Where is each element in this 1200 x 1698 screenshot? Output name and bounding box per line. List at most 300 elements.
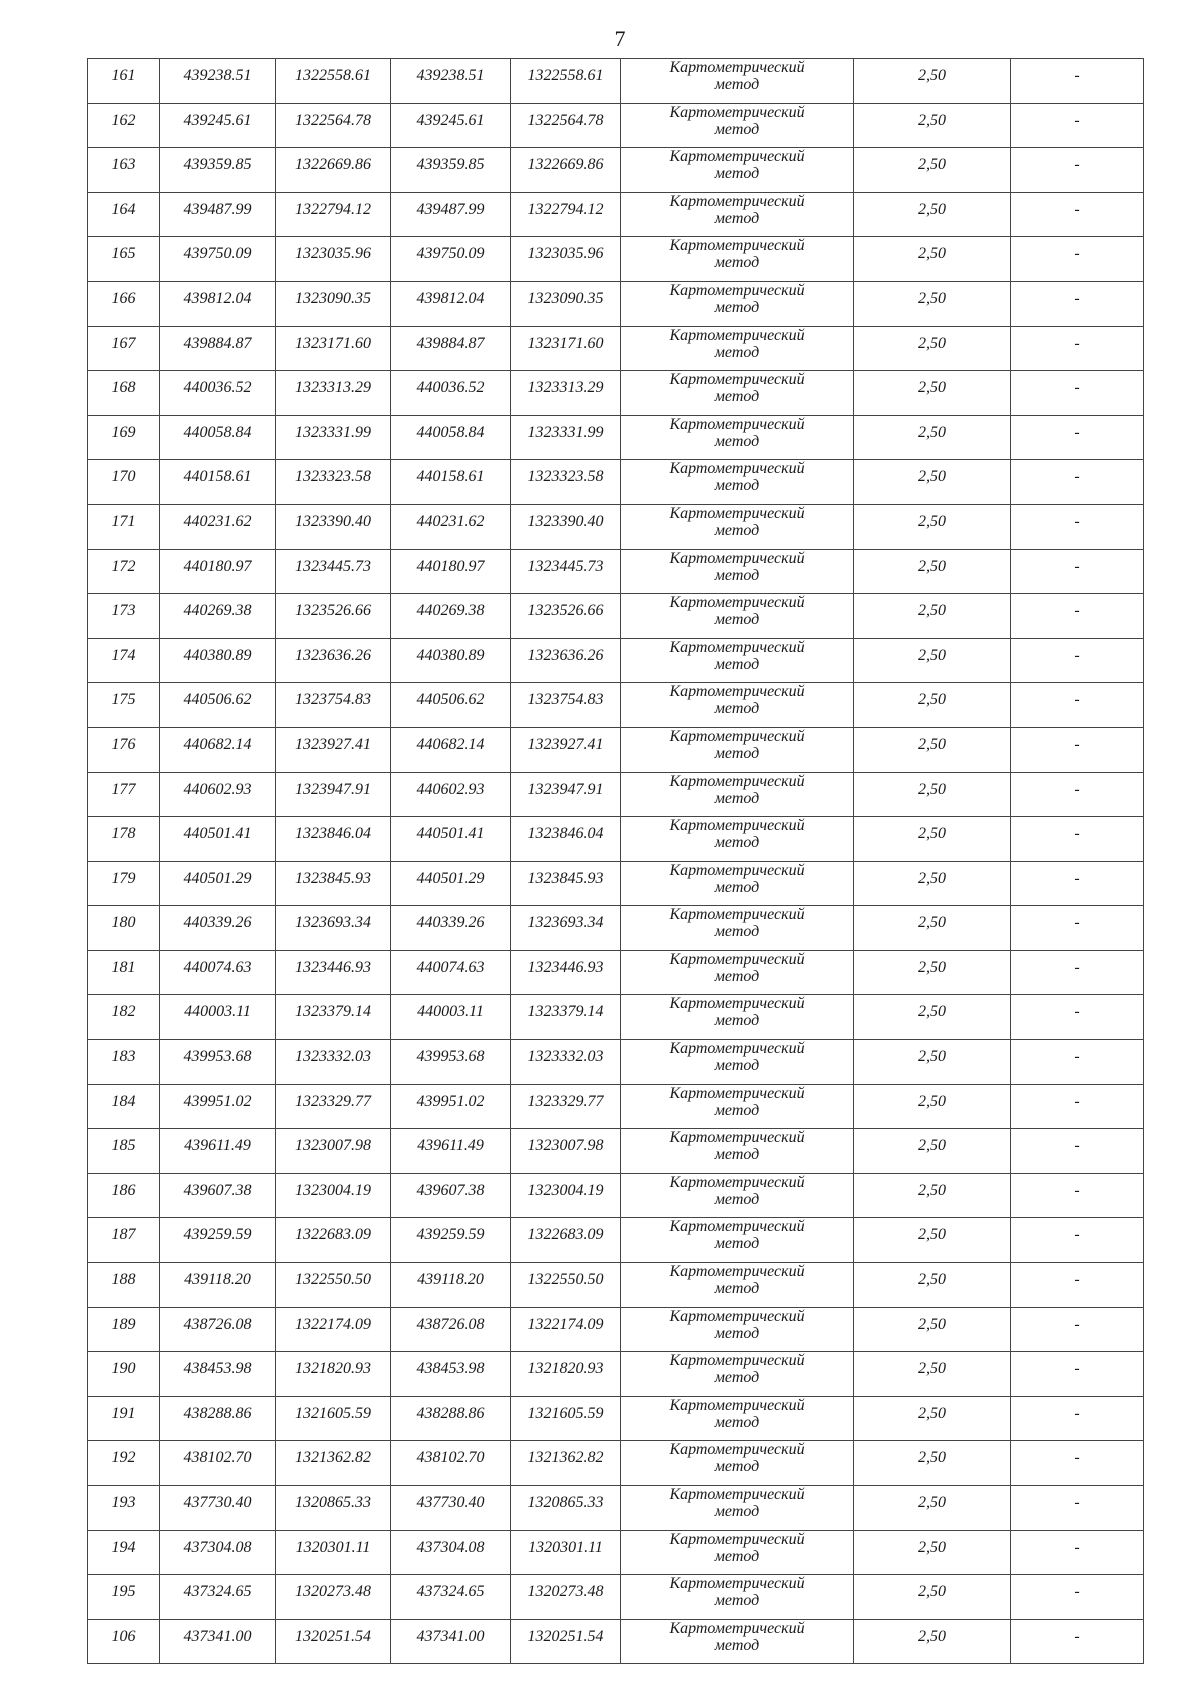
point-number-cell-value: 184 bbox=[111, 1092, 136, 1110]
accuracy-cell-value: 2,50 bbox=[918, 512, 946, 530]
y-coordinate-cell-value: 1323331.99 bbox=[295, 423, 371, 441]
point-number-cell-value: 183 bbox=[111, 1048, 136, 1066]
method-line-1: Картометрический bbox=[669, 772, 805, 790]
method-line-2: метод bbox=[714, 834, 760, 852]
y-coordinate-new-cell bbox=[511, 148, 621, 193]
note-cell bbox=[1011, 1396, 1144, 1441]
y-coordinate-cell bbox=[276, 727, 391, 772]
y-coordinate-new-cell bbox=[511, 1218, 621, 1263]
x-coordinate-cell-value: 437324.65 bbox=[183, 1583, 252, 1601]
y-coordinate-cell-value: 1322174.09 bbox=[295, 1315, 371, 1333]
x-coordinate-new-cell-value: 440231.62 bbox=[416, 512, 485, 530]
note-cell-value: - bbox=[1074, 691, 1080, 709]
y-coordinate-cell bbox=[276, 1173, 391, 1218]
note-cell-value: - bbox=[1074, 1137, 1080, 1155]
method-line-1: Картометрический bbox=[669, 237, 805, 255]
method-line-2: метод bbox=[714, 878, 760, 896]
method-cell bbox=[621, 594, 854, 639]
x-coordinate-cell-value: 438288.86 bbox=[183, 1404, 252, 1422]
y-coordinate-new-cell-value: 1321820.93 bbox=[527, 1360, 604, 1378]
y-coordinate-new-cell bbox=[511, 549, 621, 594]
method-line-2: метод bbox=[714, 165, 760, 183]
method-cell bbox=[621, 1263, 854, 1308]
accuracy-cell bbox=[854, 103, 1011, 148]
note-cell bbox=[1011, 460, 1144, 505]
x-coordinate-new-cell bbox=[391, 772, 511, 817]
x-coordinate-new-cell-value: 439259.59 bbox=[416, 1226, 485, 1244]
x-coordinate-cell bbox=[160, 460, 276, 505]
y-coordinate-new-cell bbox=[511, 950, 621, 995]
y-coordinate-new-cell-value: 1322669.86 bbox=[527, 156, 604, 174]
table-row bbox=[88, 148, 1144, 193]
method-cell bbox=[621, 281, 854, 326]
method-line-1: Картометрический bbox=[669, 1396, 805, 1414]
method-line-2: метод bbox=[714, 1636, 760, 1654]
y-coordinate-cell bbox=[276, 638, 391, 683]
y-coordinate-cell-value: 1321362.82 bbox=[295, 1449, 371, 1467]
y-coordinate-new-cell bbox=[511, 594, 621, 639]
note-cell bbox=[1011, 1441, 1144, 1486]
note-cell-value: - bbox=[1074, 1271, 1080, 1289]
y-coordinate-cell-value: 1323171.60 bbox=[295, 334, 371, 352]
method-cell bbox=[621, 772, 854, 817]
y-coordinate-new-cell-value: 1323390.40 bbox=[527, 512, 604, 530]
x-coordinate-new-cell-value: 439487.99 bbox=[416, 200, 485, 218]
x-coordinate-new-cell-value: 440682.14 bbox=[416, 735, 485, 753]
method-line-1: Картометрический bbox=[669, 1084, 805, 1102]
note-cell bbox=[1011, 371, 1144, 416]
method-cell bbox=[621, 1218, 854, 1263]
y-coordinate-new-cell bbox=[511, 1129, 621, 1174]
note-cell bbox=[1011, 1218, 1144, 1263]
method-line-2: метод bbox=[714, 432, 760, 450]
table-row bbox=[88, 460, 1144, 505]
y-coordinate-cell bbox=[276, 415, 391, 460]
accuracy-cell-value: 2,50 bbox=[918, 468, 946, 486]
accuracy-cell bbox=[854, 192, 1011, 237]
y-coordinate-new-cell-value: 1322174.09 bbox=[527, 1315, 604, 1333]
x-coordinate-new-cell-value: 439245.61 bbox=[416, 111, 485, 129]
method-cell bbox=[621, 59, 854, 104]
table-row bbox=[88, 415, 1144, 460]
y-coordinate-cell bbox=[276, 906, 391, 951]
note-cell-value: - bbox=[1074, 1048, 1080, 1066]
x-coordinate-new-cell-value: 440036.52 bbox=[416, 379, 485, 397]
point-number-cell bbox=[88, 326, 160, 371]
point-number-cell bbox=[88, 281, 160, 326]
note-cell bbox=[1011, 727, 1144, 772]
y-coordinate-new-cell-value: 1323446.93 bbox=[527, 958, 604, 976]
point-number-cell bbox=[88, 1263, 160, 1308]
y-coordinate-new-cell bbox=[511, 237, 621, 282]
x-coordinate-new-cell bbox=[391, 1619, 511, 1664]
point-number-cell-value: 194 bbox=[111, 1538, 136, 1556]
x-coordinate-new-cell-value: 439951.02 bbox=[416, 1092, 485, 1110]
table-row bbox=[88, 237, 1144, 282]
method-cell bbox=[621, 504, 854, 549]
note-cell bbox=[1011, 1486, 1144, 1531]
method-cell bbox=[621, 460, 854, 505]
y-coordinate-cell-value: 1320301.11 bbox=[295, 1538, 371, 1556]
method-line-1: Картометрический bbox=[669, 1441, 805, 1459]
accuracy-cell-value: 2,50 bbox=[918, 825, 946, 843]
method-line-2: метод bbox=[714, 1057, 760, 1075]
y-coordinate-new-cell-value: 1322558.61 bbox=[527, 67, 604, 84]
x-coordinate-new-cell bbox=[391, 950, 511, 995]
point-number-cell bbox=[88, 995, 160, 1040]
point-number-cell-value: 192 bbox=[111, 1449, 136, 1467]
accuracy-cell bbox=[854, 1486, 1011, 1531]
y-coordinate-cell-value: 1323947.91 bbox=[295, 780, 371, 798]
x-coordinate-cell-value: 440501.41 bbox=[183, 825, 252, 843]
y-coordinate-cell bbox=[276, 1040, 391, 1085]
y-coordinate-new-cell bbox=[511, 59, 621, 104]
note-cell-value: - bbox=[1074, 379, 1080, 397]
y-coordinate-cell bbox=[276, 1486, 391, 1531]
note-cell bbox=[1011, 638, 1144, 683]
method-line-2: метод bbox=[714, 789, 760, 807]
method-cell bbox=[621, 549, 854, 594]
y-coordinate-cell-value: 1321605.59 bbox=[295, 1404, 371, 1422]
x-coordinate-new-cell bbox=[391, 415, 511, 460]
y-coordinate-cell bbox=[276, 59, 391, 104]
method-line-2: метод bbox=[714, 611, 760, 629]
note-cell-value: - bbox=[1074, 1494, 1080, 1511]
accuracy-cell-value: 2,50 bbox=[918, 1449, 946, 1467]
y-coordinate-cell bbox=[276, 950, 391, 995]
point-number-cell bbox=[88, 148, 160, 193]
y-coordinate-cell-value: 1322550.50 bbox=[295, 1271, 371, 1289]
y-coordinate-cell-value: 1323446.93 bbox=[295, 958, 371, 976]
x-coordinate-new-cell-value: 437304.08 bbox=[416, 1538, 485, 1556]
y-coordinate-cell-value: 1323313.29 bbox=[295, 379, 371, 397]
accuracy-cell bbox=[854, 371, 1011, 416]
accuracy-cell bbox=[854, 1040, 1011, 1085]
method-line-1: Картометрический bbox=[669, 1307, 805, 1325]
y-coordinate-cell-value: 1323754.83 bbox=[295, 691, 371, 709]
accuracy-cell-value: 2,50 bbox=[918, 602, 946, 620]
y-coordinate-new-cell-value: 1322683.09 bbox=[527, 1226, 604, 1244]
note-cell-value: - bbox=[1074, 67, 1080, 84]
method-line-2: метод bbox=[714, 700, 760, 718]
table-row bbox=[88, 1396, 1144, 1441]
point-number-cell bbox=[88, 1307, 160, 1352]
method-line-1: Картометрический bbox=[669, 1173, 805, 1191]
table-row bbox=[88, 1486, 1144, 1531]
x-coordinate-cell-value: 440036.52 bbox=[183, 379, 252, 397]
x-coordinate-cell-value: 440269.38 bbox=[183, 602, 252, 620]
point-number-cell-value: 195 bbox=[111, 1583, 136, 1601]
x-coordinate-new-cell bbox=[391, 1218, 511, 1263]
point-number-cell-value: 170 bbox=[111, 468, 136, 486]
x-coordinate-cell bbox=[160, 326, 276, 371]
method-line-1: Картометрический bbox=[669, 1040, 805, 1058]
accuracy-cell bbox=[854, 1441, 1011, 1486]
accuracy-cell bbox=[854, 1218, 1011, 1263]
method-line-1: Картометрический bbox=[669, 192, 805, 210]
y-coordinate-cell-value: 1320273.48 bbox=[295, 1583, 371, 1601]
note-cell-value: - bbox=[1074, 423, 1080, 441]
method-line-1: Картометрический bbox=[669, 727, 805, 745]
page-number: 7 bbox=[614, 26, 626, 51]
method-cell bbox=[621, 148, 854, 193]
x-coordinate-cell-value: 440158.61 bbox=[183, 468, 252, 486]
x-coordinate-new-cell-value: 440380.89 bbox=[416, 646, 485, 664]
method-line-2: метод bbox=[714, 76, 760, 93]
x-coordinate-cell bbox=[160, 950, 276, 995]
x-coordinate-new-cell-value: 440003.11 bbox=[417, 1003, 484, 1021]
y-coordinate-cell-value: 1323323.58 bbox=[295, 468, 371, 486]
point-number-cell-value: 177 bbox=[111, 780, 136, 798]
accuracy-cell-value: 2,50 bbox=[918, 914, 946, 932]
x-coordinate-cell bbox=[160, 549, 276, 594]
point-number-cell-value: 178 bbox=[111, 825, 136, 843]
x-coordinate-cell bbox=[160, 1084, 276, 1129]
point-number-cell-value: 190 bbox=[111, 1360, 136, 1378]
method-line-2: метод bbox=[714, 566, 760, 584]
note-cell-value: - bbox=[1074, 1315, 1080, 1333]
table-row bbox=[88, 103, 1144, 148]
point-number-cell bbox=[88, 683, 160, 728]
point-number-cell-value: 167 bbox=[111, 334, 136, 352]
x-coordinate-cell-value: 440682.14 bbox=[183, 735, 252, 753]
x-coordinate-new-cell bbox=[391, 594, 511, 639]
x-coordinate-cell-value: 439951.02 bbox=[183, 1092, 252, 1110]
note-cell bbox=[1011, 148, 1144, 193]
accuracy-cell-value: 2,50 bbox=[918, 334, 946, 352]
x-coordinate-cell bbox=[160, 1129, 276, 1174]
x-coordinate-cell bbox=[160, 1575, 276, 1620]
method-line-1: Картометрический bbox=[669, 549, 805, 567]
x-coordinate-cell bbox=[160, 371, 276, 416]
x-coordinate-new-cell-value: 440602.93 bbox=[416, 780, 485, 798]
y-coordinate-new-cell bbox=[511, 281, 621, 326]
x-coordinate-cell-value: 438102.70 bbox=[183, 1449, 252, 1467]
x-coordinate-cell-value: 440074.63 bbox=[183, 958, 252, 976]
y-coordinate-cell-value: 1323007.98 bbox=[295, 1137, 371, 1155]
y-coordinate-new-cell-value: 1323379.14 bbox=[527, 1003, 604, 1021]
x-coordinate-new-cell-value: 438102.70 bbox=[416, 1449, 485, 1467]
y-coordinate-cell bbox=[276, 1263, 391, 1308]
accuracy-cell-value: 2,50 bbox=[918, 646, 946, 664]
point-number-cell bbox=[88, 549, 160, 594]
table-row bbox=[88, 59, 1144, 104]
y-coordinate-new-cell bbox=[511, 1486, 621, 1531]
y-coordinate-cell-value: 1323693.34 bbox=[295, 914, 371, 932]
accuracy-cell-value: 2,50 bbox=[918, 1181, 946, 1199]
y-coordinate-cell bbox=[276, 460, 391, 505]
table-row bbox=[88, 1307, 1144, 1352]
method-line-2: метод bbox=[714, 1458, 760, 1476]
x-coordinate-cell bbox=[160, 861, 276, 906]
accuracy-cell-value: 2,50 bbox=[918, 1226, 946, 1244]
note-cell-value: - bbox=[1074, 1092, 1080, 1110]
y-coordinate-new-cell bbox=[511, 1040, 621, 1085]
accuracy-cell-value: 2,50 bbox=[918, 869, 946, 887]
y-coordinate-new-cell-value: 1322550.50 bbox=[527, 1271, 604, 1289]
accuracy-cell bbox=[854, 1619, 1011, 1664]
table-row bbox=[88, 594, 1144, 639]
method-cell bbox=[621, 192, 854, 237]
method-line-2: метод bbox=[714, 1012, 760, 1030]
x-coordinate-cell bbox=[160, 772, 276, 817]
method-line-1: Картометрический bbox=[669, 1486, 805, 1503]
x-coordinate-new-cell-value: 440269.38 bbox=[416, 602, 485, 620]
point-number-cell bbox=[88, 59, 160, 104]
x-coordinate-new-cell-value: 439607.38 bbox=[416, 1181, 485, 1199]
x-coordinate-cell-value: 439953.68 bbox=[183, 1048, 252, 1066]
x-coordinate-cell bbox=[160, 1307, 276, 1352]
x-coordinate-new-cell-value: 440158.61 bbox=[416, 468, 485, 486]
y-coordinate-new-cell bbox=[511, 1441, 621, 1486]
y-coordinate-new-cell-value: 1320251.54 bbox=[527, 1627, 604, 1645]
accuracy-cell bbox=[854, 1129, 1011, 1174]
point-number-cell-value: 175 bbox=[111, 691, 136, 709]
y-coordinate-cell bbox=[276, 549, 391, 594]
x-coordinate-new-cell bbox=[391, 1263, 511, 1308]
method-line-1: Картометрический bbox=[669, 1352, 805, 1370]
method-line-2: метод bbox=[714, 388, 760, 406]
accuracy-cell bbox=[854, 326, 1011, 371]
y-coordinate-cell-value: 1322564.78 bbox=[295, 111, 371, 129]
y-coordinate-new-cell bbox=[511, 995, 621, 1040]
point-number-cell-value: 193 bbox=[111, 1494, 136, 1511]
note-cell bbox=[1011, 594, 1144, 639]
table-row bbox=[88, 1619, 1144, 1664]
y-coordinate-new-cell-value: 1323526.66 bbox=[527, 602, 604, 620]
table-row bbox=[88, 371, 1144, 416]
y-coordinate-cell bbox=[276, 1084, 391, 1129]
note-cell-value: - bbox=[1074, 646, 1080, 664]
x-coordinate-new-cell bbox=[391, 148, 511, 193]
note-cell bbox=[1011, 326, 1144, 371]
y-coordinate-new-cell-value: 1323927.41 bbox=[527, 735, 604, 753]
accuracy-cell-value: 2,50 bbox=[918, 1003, 946, 1021]
table-row bbox=[88, 817, 1144, 862]
method-cell bbox=[621, 237, 854, 282]
point-number-cell-value: 168 bbox=[111, 379, 136, 397]
method-line-1: Картометрический bbox=[669, 504, 805, 522]
y-coordinate-cell-value: 1323329.77 bbox=[295, 1092, 371, 1110]
accuracy-cell bbox=[854, 237, 1011, 282]
accuracy-cell bbox=[854, 549, 1011, 594]
method-line-1: Картометрический bbox=[669, 371, 805, 389]
method-line-2: метод bbox=[714, 1503, 760, 1520]
accuracy-cell bbox=[854, 950, 1011, 995]
x-coordinate-new-cell-value: 440180.97 bbox=[416, 557, 485, 575]
x-coordinate-cell-value: 439118.20 bbox=[184, 1271, 251, 1289]
note-cell bbox=[1011, 772, 1144, 817]
note-cell-value: - bbox=[1074, 1360, 1080, 1378]
note-cell bbox=[1011, 237, 1144, 282]
accuracy-cell bbox=[854, 1263, 1011, 1308]
accuracy-cell-value: 2,50 bbox=[918, 1404, 946, 1422]
x-coordinate-new-cell-value: 439238.51 bbox=[416, 67, 485, 84]
x-coordinate-cell-value: 439750.09 bbox=[183, 245, 252, 263]
accuracy-cell bbox=[854, 594, 1011, 639]
accuracy-cell-value: 2,50 bbox=[918, 156, 946, 174]
method-cell bbox=[621, 1619, 854, 1664]
x-coordinate-new-cell-value: 437730.40 bbox=[416, 1494, 485, 1511]
accuracy-cell bbox=[854, 817, 1011, 862]
y-coordinate-cell bbox=[276, 1396, 391, 1441]
x-coordinate-cell-value: 439259.59 bbox=[183, 1226, 252, 1244]
x-coordinate-new-cell bbox=[391, 1486, 511, 1531]
note-cell-value: - bbox=[1074, 468, 1080, 486]
y-coordinate-new-cell-value: 1323035.96 bbox=[527, 245, 604, 263]
note-cell bbox=[1011, 1575, 1144, 1620]
point-number-cell-value: 188 bbox=[111, 1271, 136, 1289]
x-coordinate-cell-value: 439487.99 bbox=[183, 200, 252, 218]
table-row bbox=[88, 727, 1144, 772]
accuracy-cell bbox=[854, 1396, 1011, 1441]
y-coordinate-new-cell bbox=[511, 192, 621, 237]
note-cell bbox=[1011, 1619, 1144, 1664]
method-line-1: Картометрический bbox=[669, 326, 805, 344]
note-cell bbox=[1011, 1352, 1144, 1397]
table-row bbox=[88, 549, 1144, 594]
x-coordinate-new-cell bbox=[391, 1040, 511, 1085]
method-line-2: метод bbox=[714, 1413, 760, 1431]
x-coordinate-cell-value: 437730.40 bbox=[183, 1494, 252, 1511]
accuracy-cell-value: 2,50 bbox=[918, 379, 946, 397]
point-number-cell-value: 174 bbox=[111, 646, 136, 664]
method-line-2: метод bbox=[714, 967, 760, 985]
method-line-2: метод bbox=[714, 120, 760, 138]
x-coordinate-cell-value: 437341.00 bbox=[183, 1627, 252, 1645]
y-coordinate-new-cell-value: 1323846.04 bbox=[527, 825, 604, 843]
y-coordinate-new-cell-value: 1320301.11 bbox=[528, 1538, 603, 1556]
method-line-2: метод bbox=[714, 343, 760, 361]
x-coordinate-new-cell-value: 440074.63 bbox=[416, 958, 485, 976]
accuracy-cell-value: 2,50 bbox=[918, 289, 946, 307]
point-number-cell bbox=[88, 594, 160, 639]
point-number-cell-value: 166 bbox=[111, 289, 136, 307]
y-coordinate-cell-value: 1323526.66 bbox=[295, 602, 371, 620]
point-number-cell-value: 176 bbox=[111, 735, 136, 753]
table-row bbox=[88, 683, 1144, 728]
note-cell-value: - bbox=[1074, 914, 1080, 932]
note-cell bbox=[1011, 281, 1144, 326]
x-coordinate-new-cell-value: 439884.87 bbox=[416, 334, 485, 352]
y-coordinate-cell bbox=[276, 326, 391, 371]
y-coordinate-cell-value: 1323445.73 bbox=[295, 557, 371, 575]
y-coordinate-new-cell-value: 1320865.33 bbox=[527, 1494, 604, 1511]
x-coordinate-cell-value: 439884.87 bbox=[183, 334, 252, 352]
point-number-cell bbox=[88, 727, 160, 772]
note-cell-value: - bbox=[1074, 869, 1080, 887]
method-line-1: Картометрический bbox=[669, 906, 805, 924]
method-line-1: Картометрический bbox=[669, 950, 805, 968]
table-row bbox=[88, 1040, 1144, 1085]
table-row bbox=[88, 281, 1144, 326]
y-coordinate-new-cell-value: 1321362.82 bbox=[527, 1449, 604, 1467]
x-coordinate-cell bbox=[160, 1263, 276, 1308]
y-coordinate-new-cell-value: 1323331.99 bbox=[527, 423, 604, 441]
y-coordinate-cell bbox=[276, 817, 391, 862]
note-cell-value: - bbox=[1074, 1003, 1080, 1021]
y-coordinate-new-cell-value: 1323754.83 bbox=[527, 691, 604, 709]
y-coordinate-new-cell-value: 1323090.35 bbox=[527, 289, 604, 307]
y-coordinate-new-cell bbox=[511, 1575, 621, 1620]
accuracy-cell bbox=[854, 1173, 1011, 1218]
x-coordinate-new-cell bbox=[391, 906, 511, 951]
x-coordinate-new-cell-value: 438288.86 bbox=[416, 1404, 485, 1422]
y-coordinate-cell-value: 1323035.96 bbox=[295, 245, 371, 263]
x-coordinate-new-cell bbox=[391, 817, 511, 862]
method-line-1: Картометрический bbox=[669, 460, 805, 478]
note-cell bbox=[1011, 950, 1144, 995]
